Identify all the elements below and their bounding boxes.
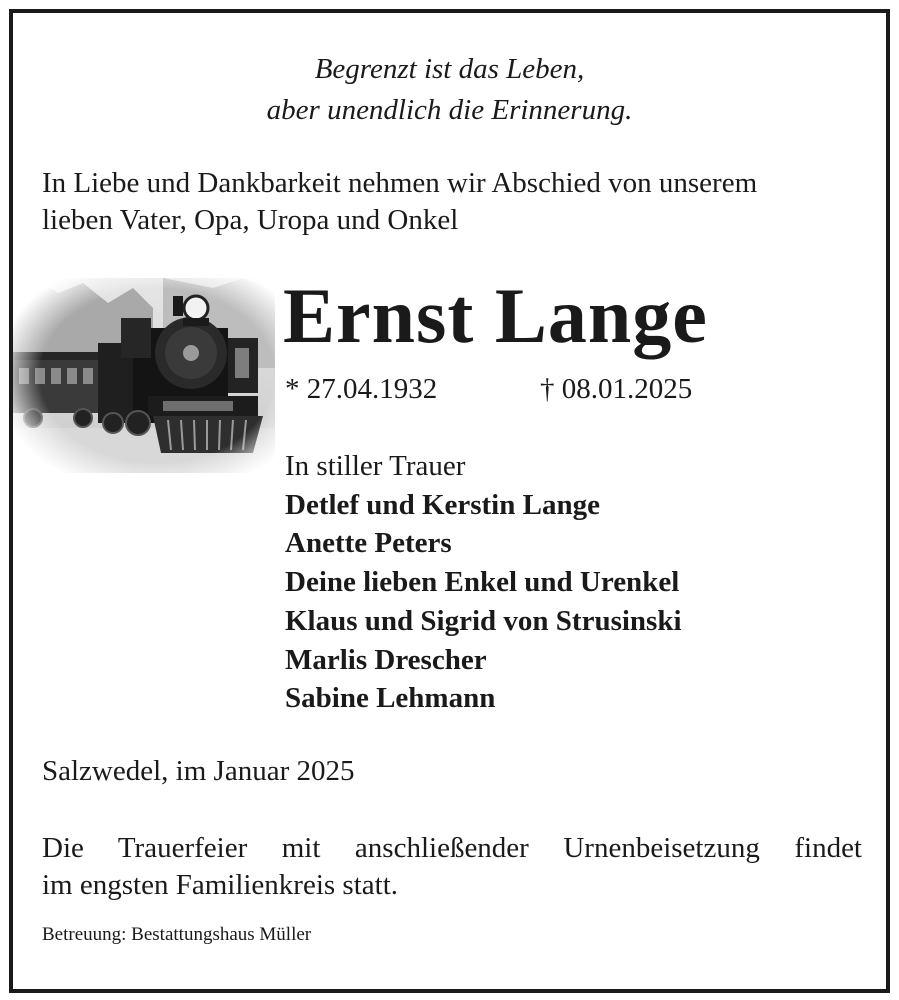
ceremony-line: Die Trauerfeier mit anschließender Urnenbeisetzung findet xyxy=(42,832,862,864)
deceased-name: Ernst Lange xyxy=(283,272,708,359)
steam-locomotive-photo xyxy=(13,278,275,473)
ceremony-info xyxy=(42,830,862,904)
mourner-name: Deine lieben Enkel und Urenkel xyxy=(285,566,680,599)
ceremony-line: im engsten Familienkreis statt. xyxy=(42,869,399,901)
life-dates xyxy=(285,369,693,409)
intro-text xyxy=(42,165,872,239)
undertaker-credit: Betreuung: Bestattungshaus Müller xyxy=(42,924,312,945)
motto-line: aber unendlich die Erinnerung. xyxy=(266,94,633,126)
obituary-notice xyxy=(9,9,890,993)
motto-line: Begrenzt ist das Leben, xyxy=(314,53,585,85)
intro-line: In Liebe und Dankbarkeit nehmen wir Abschied von unserem xyxy=(42,167,758,199)
place-and-date: Salzwedel, im Januar 2025 xyxy=(42,755,355,787)
mourner-name: Klaus und Sigrid von Strusinski xyxy=(285,604,682,637)
mourning-lead: In stiller Trauer xyxy=(285,450,466,482)
mourner-name: Detlef und Kerstin Lange xyxy=(285,488,600,521)
mourners-list xyxy=(285,447,682,718)
motto xyxy=(13,49,886,131)
intro-line: lieben Vater, Opa, Uropa und Onkel xyxy=(42,204,459,236)
mourner-name: Anette Peters xyxy=(285,527,452,560)
mourner-name: Marlis Drescher xyxy=(285,643,487,676)
birth-date: * 27.04.1932 xyxy=(285,373,438,405)
mourner-name: Sabine Lehmann xyxy=(285,682,496,715)
death-date: † 08.01.2025 xyxy=(540,373,693,405)
